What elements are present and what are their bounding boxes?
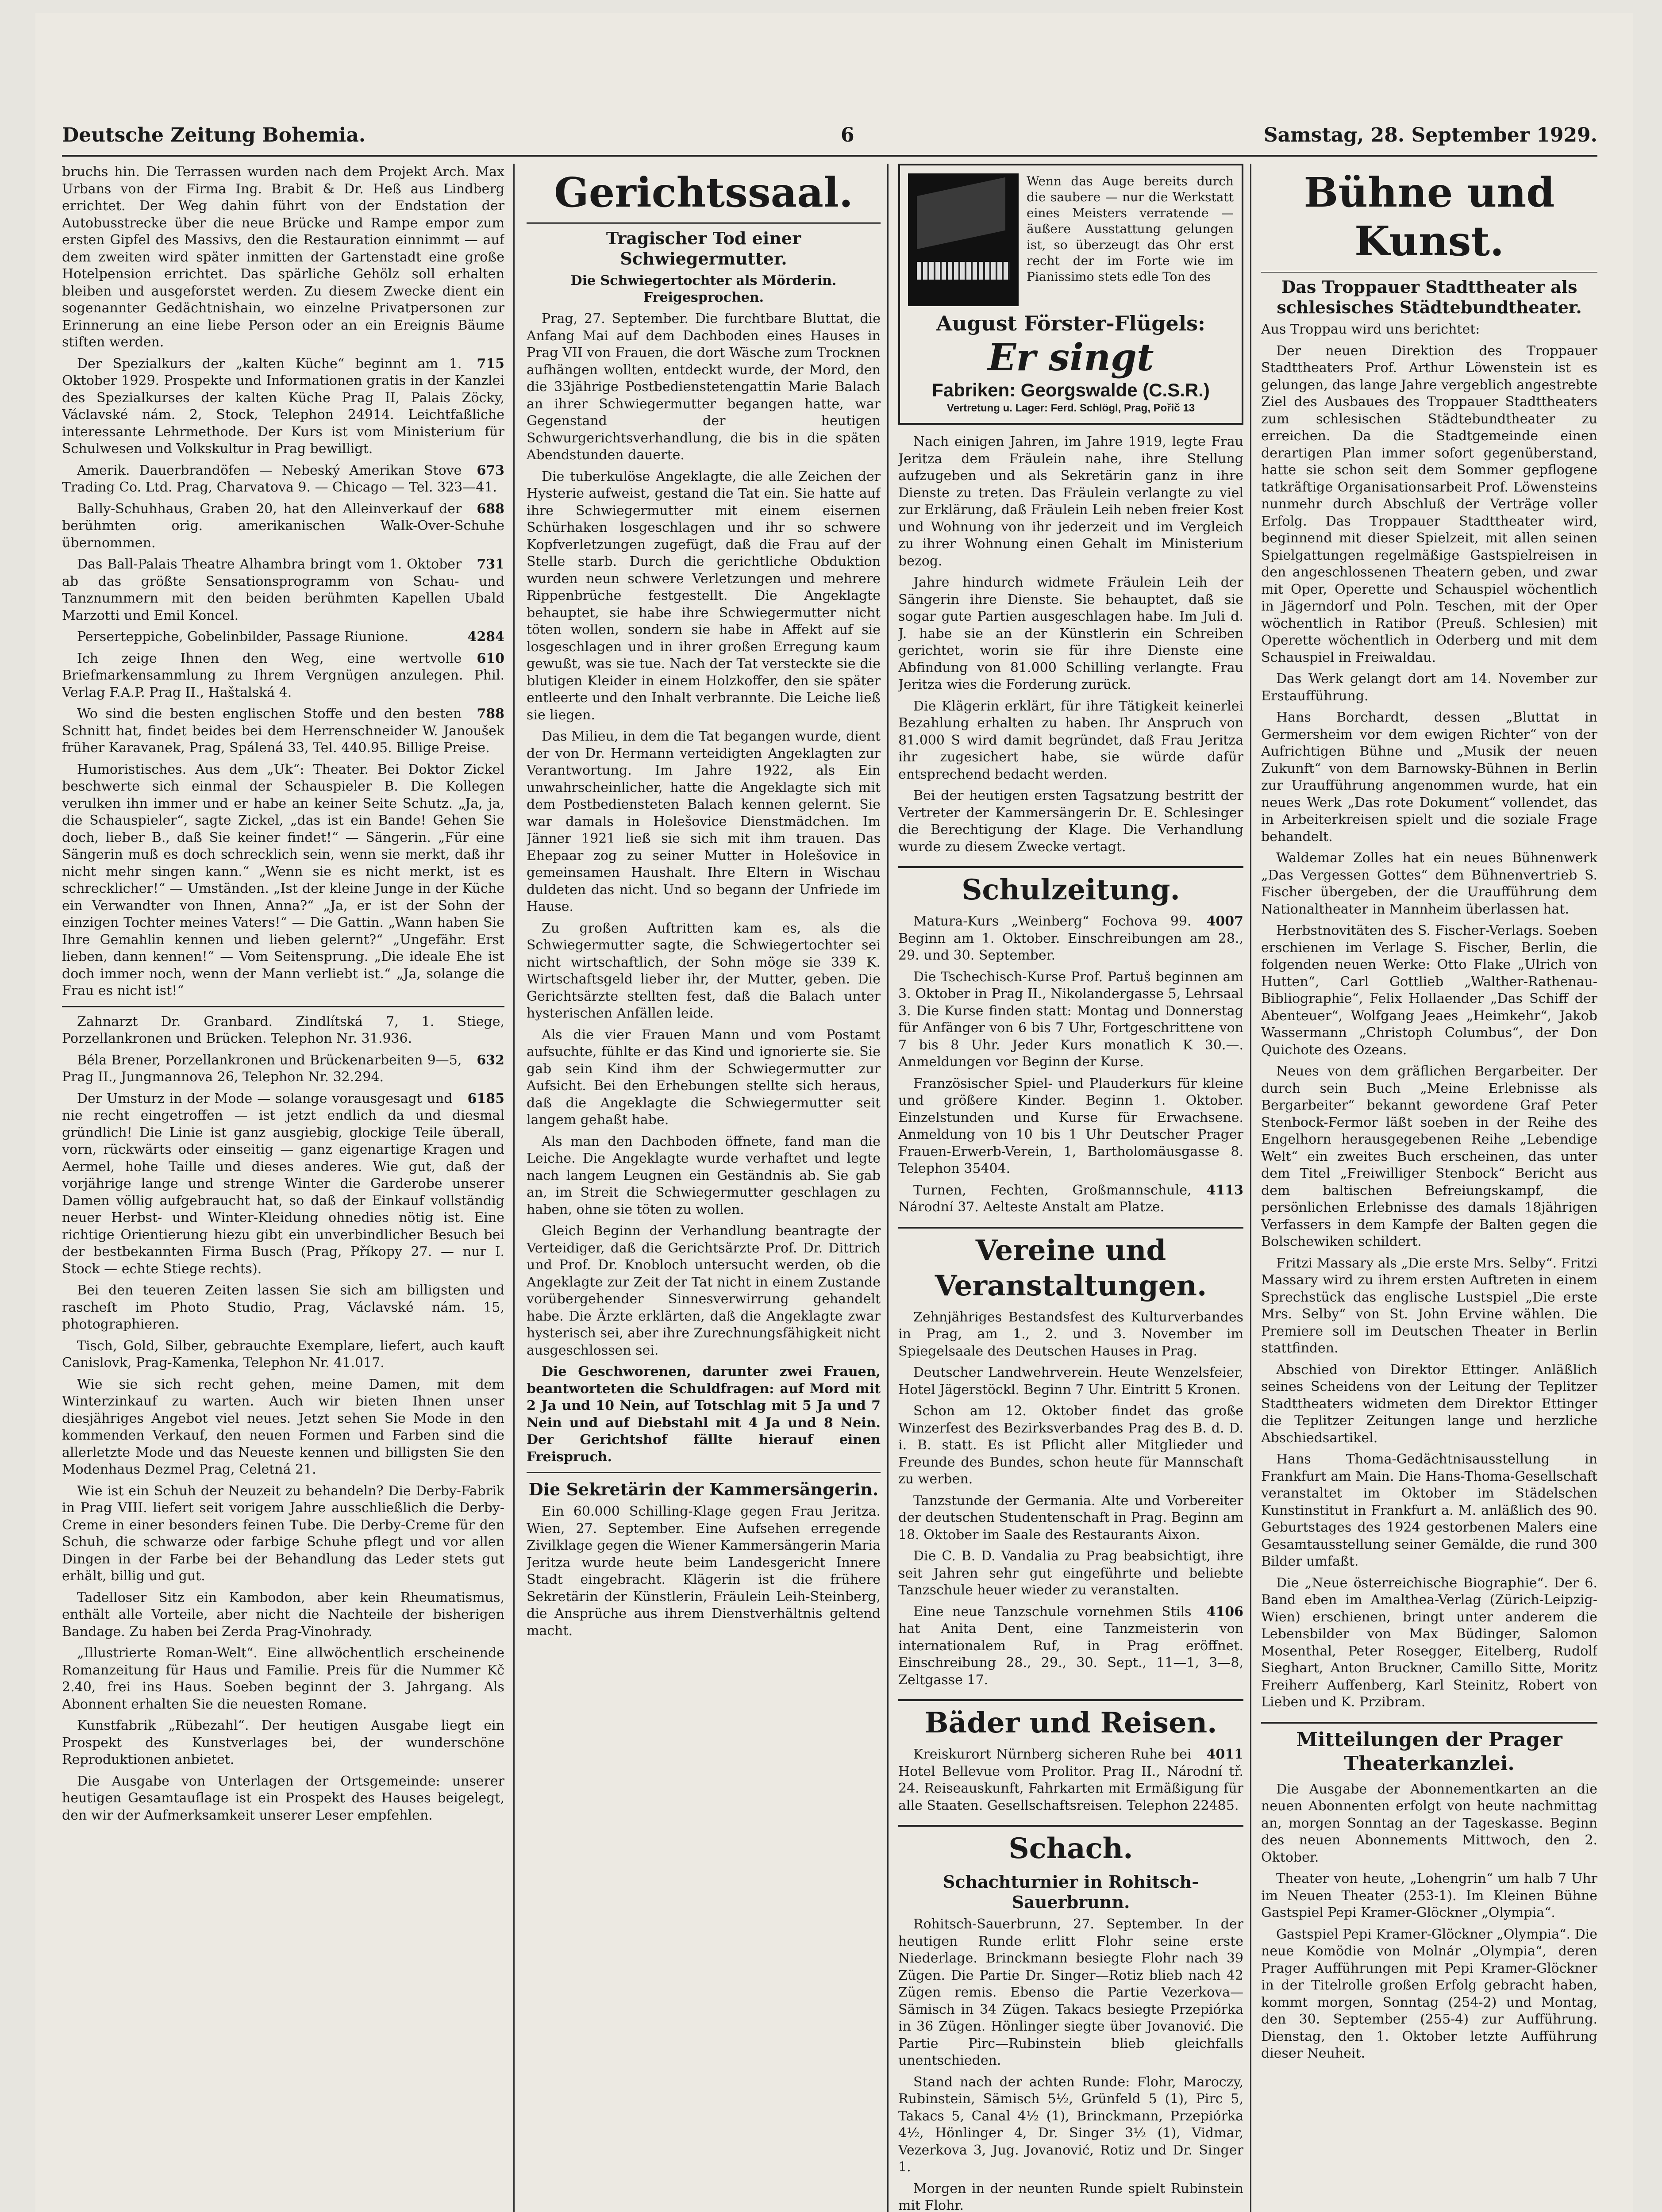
ad-brand: August Förster-Flügels: bbox=[936, 311, 1206, 335]
column-1-advertisements bbox=[62, 164, 504, 2212]
article-paragraph: Prag, 27. September. Die furchtbare Bluttat, die Anfang Mai auf dem Dachboden eines Hauses in Prag VII von Frauen, die dort Wäsche zum Trocknen aufhängen wollten, entdeckt wurde, der Mord, den die 33jährige Postbedienstetengattin Marie Balach an ihrer Schwiegermutter begangen hatte, war Gegenstand der heutigen Schwurgerichtsverhandlung, die bis in die späten Abendstunden dauerte. bbox=[527, 311, 881, 463]
section-heading-schulzeitung: Schulzeitung. bbox=[898, 866, 1243, 908]
article-paragraph: Hans Borchardt, dessen „Bluttat in Germersheim vor dem ewigen Richter“ von der Aufrichtigen Bühne und „Musik der neuen Zukunft“ von dem Barnowsky-Bühnen in Berlin zur Uraufführung angenommen wurde, hat ein neues Werk „Das rote Dokument“ vollendet, das in Arbeiterkreisen spielt und die soziale Frage behandelt. bbox=[1261, 710, 1597, 845]
article-paragraph: Theater von heute, „Lohengrin“ um halb 7 Uhr im Neuen Theater (253-1). Im Kleinen Bühne Gastspiel Pepi Kramer-Glöckner „Olympia“. bbox=[1261, 1871, 1597, 1920]
notice: Die Ausgabe von Unterlagen der Ortsgemeinde: unserer heutigen Gesamtauflage ist ein Prospekt des Hauses beigelegt, den wir der Aufmerksamkeit unserer Leser empfehlen. bbox=[62, 1773, 504, 1823]
article-paragraph: Bei der heutigen ersten Tagsatzung bestritt der Vertreter der Kammersängerin Dr. E. Schlesinger die Berechtigung der Klage. Die Verhandlung wurde zu diesem Zwecke vertagt. bbox=[898, 788, 1243, 855]
ad-text: Wenn das Auge bereits durch die saubere — nur die Werkstatt eines Meisters verratende — äußere Ausstattung gelungen ist, so überzeugt das Ohr erst recht der im Forte wie im Pianissimo stets edle Ton des bbox=[1027, 174, 1234, 284]
article-paragraph: Hans Thoma-Gedächtnisausstellung in Frankfurt am Main. Die Hans-Thoma-Gesellschaft veranstaltet im Oktober im Städelschen Kunstinstitut in Frankfurt a. M. anläßlich des 90. Geburtstages des 1924 gestorbenen Malers eine Gesamtausstellung seiner Gemälde, die rund 300 Bilder umfaßt. bbox=[1261, 1452, 1597, 1569]
article-paragraph: Gastspiel Pepi Kramer-Glöckner „Olympia“. Die neue Komödie von Molnár „Olympia“, deren Prager Aufführungen mit Pepi Kramer-Glöckner in der Titelrolle großen Erfolg gebracht haben, kommt morgen, Sonntag (254-2) und Montag, den 30. September (255-4) zur Aufführung. Dienstag, den 1. Oktober letzte Aufführung dieser Neuheit. bbox=[1261, 1926, 1597, 2061]
page-number: 6 bbox=[841, 124, 854, 146]
notice: 6185 Der Umsturz in der Mode — solange vorausgesagt und nie recht eingetroffen — ist jetzt endlich da und diesmal gründlich! Die Linie ist ganz ausgiebig, glockige Teile überall, vorn, rückwärts oder einseitig — ganz eigenartige Kragen und Aermel, hohe Taille und dieses anderes. Wie gut, daß der vorjährige lange und strenge Winter die Garderobe unserer Damen völlig aufgebraucht hat, so daß der Einkauf vollständig neuer Herbst- und Winter-Kleidung ohnedies nötig ist. Eine richtige Orientierung hiezu gibt ein unverbindlicher Besuch bei der bestbekannten Firma Busch (Prag, Příkopy 27. — nur I. Stock — echte Stiege rechts). bbox=[62, 1091, 504, 1277]
article-headline: Das Troppauer Stadttheater als schlesisches Städtebundtheater. bbox=[1277, 277, 1582, 317]
article-paragraph: Fritzi Massary als „Die erste Mrs. Selby“. Fritzi Massary wird zu ihrem ersten Auftreten in einem Sprechstück das englische Lustspiel „Die erste Mrs. Selby“ von St. John Ervine wählen. Die Premiere soll im Deutschen Theater in Berlin stattfinden. bbox=[1261, 1255, 1597, 1356]
notice: Französischer Spiel- und Plauderkurs für kleine und größere Kinder. Beginn 1. Oktober. Einzelstunden und Kurse für Erwachsene. Anmeldung von 10 bis 1 Uhr Deutscher Prager Frauen-Erwerb-Verein, 1, Bartholomäusgasse 8. Telephon 35404. bbox=[898, 1075, 1243, 1176]
article-subheadline: Die Schwiegertochter als Mörderin. Freigesprochen. bbox=[570, 273, 837, 305]
article-paragraph: Waldemar Zolles hat ein neues Bühnenwerk „Das Vergessen Gottes“ dem Bühnenvertrieb S. Fischer übergeben, der die Uraufführung dem Nationaltheater in Mannheim überlassen hat. bbox=[1261, 850, 1597, 917]
notice: Wie sie sich recht gehen, meine Damen, mit dem Winterzinkauf zu warten. Auch wir bieten Ihnen unser diesjähriges Angebot viel neues. Jetzt sehen Sie Mode in den kommenden Verkauf, den neuen Formen und Farben sind die allerletzte Mode und das Neueste kennen und billigsten Sie den Modenhaus Dezmel Prag, Celetná 21. bbox=[62, 1376, 504, 1477]
piano-image bbox=[908, 173, 1019, 306]
article-paragraph: Der neuen Direktion des Troppauer Stadttheaters Prof. Arthur Löwenstein ist es gelungen, das lange Jahre vergeblich angestrebte Ziel des Ausbaues des Troppauer Stadttheaters zum schlesischen Städtebundtheater zu erreichen. Da die Stadtgemeinde einen derartigen Plan immer sofort gegenüberstand, hatte sie schon seit dem Sommer gepflogene tatkräftige Organisationsarbeit Prof. Löwensteins nunmehr durch Abschluß der Verträge voller Erfolg. Das Troppauer Stadttheater wird, beginnend mit dieser Spielzeit, mit allen seinen Spielgattungen regelmäßige Gastspielreisen in den angeschlossenen Theatern geben, und zwar mit Oper, Operette und Schauspiel wöchentlich in Jägerndorf und Poln. Teschen, mit der Oper wöchentlich in Ratibor (Preuß. Schlesien) mit Operette wöchentlich in Oderberg und mit dem Schauspiel in Freiwaldau. bbox=[1261, 343, 1597, 665]
article-headline: Schachturnier in Rohitsch-Sauerbrunn. bbox=[943, 1872, 1199, 1912]
notice: „Illustrierte Roman-Welt“. Eine allwöchentlich erscheinende Romanzeitung für Haus und Familie. Preis für die Nummer Kč 2.40, frei ins Haus. Soeben beginnt der 3. Jahrgang. Als Abonnent erhalten Sie die neuesten Romane. bbox=[62, 1645, 504, 1712]
article-paragraph: Morgen in der neunten Runde spielt Rubinstein mit Flohr. bbox=[898, 2181, 1243, 2212]
notice: 731 Das Ball-Palais Theatre Alhambra bringt vom 1. Oktober ab das größte Sensationsprogramm von Schau- und Tanznummern mit den beiden berühmten Kapellen Ubald Marzotti und Emil Koncel. bbox=[62, 557, 504, 623]
column-2-court bbox=[527, 164, 881, 2212]
notice: Die C. B. D. Vandalia zu Prag beabsichtigt, ihre seit Jahren sehr gut eingeführte und beliebte Tanzschule heuer wieder zu veranstalten. bbox=[898, 1548, 1243, 1598]
notice: 4106 Eine neue Tanzschule vornehmen Stils hat Anita Dent, eine Tanzmeisterin von internationalem Ruf, in Prag eröffnet. Einschreibung 28., 29., 30. Sept., 11—1, 3—8, Zeltgasse 17. bbox=[898, 1604, 1243, 1688]
section-heading-schach: Schach. bbox=[898, 1825, 1243, 1866]
notice: 673 Amerik. Dauerbrandöfen — Nebeský Amerikan Stove Trading Co. Ltd. Prag, Charvatova 9. — Chicago — Tel. 323—41. bbox=[62, 462, 504, 495]
section-heading-mitteilungen: Mitteilungen der Prager Theaterkanzlei. bbox=[1261, 1722, 1597, 1776]
article-paragraph: Stand nach der achten Runde: Flohr, Maroczy, Rubinstein, Sämisch 5½, Grünfeld 5 (1), Pirc 5, Takacs 5, Canal 4½ (1), Brinckmann, Przepiórka 4½, Hönlinger 4, Dr. Singer 3½ (1), Vidmar, Vezerkova 3, Jug. Jovanović, Rotiz und Dr. Singer 1. bbox=[898, 2074, 1243, 2175]
column-4-arts bbox=[1261, 164, 1597, 2212]
column-3 bbox=[898, 164, 1243, 2212]
notice: 4284 Perserteppiche, Gobelinbilder, Passage Riunione. bbox=[77, 629, 504, 645]
article-paragraph: Als man den Dachboden öffnete, fand man die Leiche. Die Angeklagte wurde verhaftet und legte nach langem Leugnen ein Geständnis ab. Sie gab an, im Streit die Schwiegermutter geschlagen zu haben, ohne sie töten zu wollen. bbox=[527, 1133, 881, 1217]
notice: 610 Ich zeige Ihnen den Weg, eine wertvolle Briefmarkensammlung zu Ihrem Vergnügen anzulegen. Phil. Verlag F.A.P. Prag II., Haštalská 4. bbox=[62, 650, 504, 700]
notice: 4011 Kreiskurort Nürnberg sicheren Ruhe bei Hotel Bellevue vom Prolitor. Prag II., Národní tř. 24. Reiseauskunft, Fahrkarten mit Ermäßigung für alle Staaten. Gesellschaftsreisen. Telephon 22485. bbox=[898, 1747, 1243, 1813]
humor-section: Humoristisches. Aus dem „Uk“: Theater. Bei Doktor Zickel beschwerte sich einmal der Schauspieler B. Die Kollegen verulken ihn immer und er habe an keiner Seite Schutz. „Ja, ja, die Schauspieler“, sagte Zickel, „das ist ein Bande! Gehen Sie doch, lieber B., daß Sie keiner findet!“ — Sängerin. „Für eine Sängerin muß es doch schrecklich sein, wenn sie merkt, daß ihr nicht mehr singen kann.“ „Wenn sie es nicht merkt, ist es schrecklicher!“ — Umständen. „Ist der kleine Junge in der Küche ein Verwandter von Ihnen, Anna?“ „Ja, er ist der Sohn der einzigen Tochter meines Vaters!“ — Die Gattin. „Wann haben Sie Ihre Gemahlin kennen und lieben gelernt?“ „Ungefähr. Erst lieben, dann kennen!“ — Vom Seitensprung. „Die ideale Ehe ist doch immer noch, wenn der Mann verliebt ist.“ „Ja, solange die Frau es nicht ist!“ bbox=[62, 761, 504, 998]
section-heading-buehne: Bühne und Kunst. bbox=[1261, 168, 1597, 273]
article-paragraph: Nach einigen Jahren, im Jahre 1919, legte Frau Jeritza dem Fräulein nahe, ihre Stellung aufzugeben und als Sekretärin ganz in ihre Dienste zu treten. Das Fräulein verlangte zu viel zur Erklärung, daß Fräulein Leih neben freier Kost und Wohnung von ihr jederzeit und im Vergleich zu ihrer Wohnung einen Gehalt im Ministerium bezog. bbox=[898, 434, 1243, 569]
notice: 632 Béla Brener, Porzellankronen und Brückenarbeiten 9—5, Prag II., Jungmannova 26, Telephon Nr. 32.294. bbox=[62, 1052, 504, 1085]
masthead bbox=[62, 115, 1597, 157]
article-paragraph: Die Ausgabe der Abonnementkarten an die neuen Abonnenten erfolgt von heute nachmittag an, morgen Sonntag an der Tageskasse. Beginn des neuen Abonnements Mittwoch, den 2. Oktober. bbox=[1261, 1781, 1597, 1865]
notice: Wie ist ein Schuh der Neuzeit zu behandeln? Die Derby-Fabrik in Prag VIII. liefert seit vorigem Jahre ausschließlich die Derby-Creme in einer besonders feinen Tube. Die Derby-Creme für den Schuh, die schwarze oder farbige Schuhe pflegt und vor allen Dingen in der Farbe bei der Behandlung das Leder stets gut erhält, billig und gut. bbox=[62, 1483, 504, 1584]
article-paragraph: Zu großen Auftritten kam es, als die Schwiegermutter sagte, die Schwiegertochter sei nicht wirtschaftlich, der Sohn möge sie 339 K. Wirtschaftsgeld lieber ihr, der Mutter, geben. Die Gerichtsärzte stellten fest, daß die Balach unter hysterischen Anfällen leide. bbox=[527, 920, 881, 1021]
ad-slogan: Er singt bbox=[988, 335, 1154, 379]
notice: Bei den teueren Zeiten lassen Sie sich am billigsten und rascheſt im Photo Studio, Prag, Václavské nám. 15, photographieren. bbox=[62, 1283, 504, 1332]
article-paragraph: Ein 60.000 Schilling-Klage gegen Frau Jeritza. Wien, 27. September. Eine Aufsehen erregende Zivilklage gegen die Wiener Kammersängerin Maria Jeritza wurde heute beim Landesgericht Innere Stadt eingebracht. Klägerin ist die frühere Sekretärin der Künstlerin, Fräulein Leih-Steinberg, die Ansprüche aus ihrem Dienstverhältnis geltend macht. bbox=[527, 1504, 881, 1639]
article-paragraph: Gleich Beginn der Verhandlung beantragte der Verteidiger, daß die Gerichtsärzte Prof. Dr. Dittrich und Prof. Dr. Knobloch untersucht werden, ob die Angeklagte zur Zeit der Tat nicht in einem Zustande vorübergehender Sinnesverwirrung gehandelt habe. Die Ärzte erklärten, daß die Angeklagte zwar hysterisch sei, aber ihre Zurechnungsfähigkeit nicht ausgeschlossen sei. bbox=[527, 1223, 881, 1358]
notice: Tadelloser Sitz ein Kambodon, aber kein Rheumatismus, enthält alle Vorteile, aber nicht die Nachteile der bisherigen Bandage. Zu haben bei Zerda Prag-Vinohrady. bbox=[62, 1590, 504, 1640]
newspaper-page bbox=[35, 13, 1633, 2212]
article-paragraph: Die „Neue österreichische Biographie“. Der 6. Band eben im Amalthea-Verlag (Zürich-Leipzig-Wien) erschienen, bringt unter anderem die Lebensbilder von Max Büdinger, Salomon Mosenthal, Peter Rosegger, Eitelberg, Rudolf Sieghart, Anton Bruckner, Camillo Sitte, Moritz Freiherr Auffenberg, Karl Steinitz, Robert von Lieben und K. Przibram. bbox=[1261, 1575, 1597, 1710]
newspaper-title: Deutsche Zeitung Bohemia. bbox=[62, 124, 366, 146]
section-heading-gerichtssaal: Gerichtssaal. bbox=[527, 168, 881, 224]
article-paragraph: Jahre hindurch widmete Fräulein Leih der Sängerin ihre Dienste. Sie behauptet, daß sie sogar gute Partien ausgeschlagen habe. Im Juli d. J. habe sie an der Künstlerin ein Schreiben gerichtet, worin sie für ihre Dienste eine Abfindung von 81.000 Schilling verlangte. Frau Jeritza wies die Forderung zurück. bbox=[898, 575, 1243, 692]
article-headline: Die Sekretärin der Kammersängerin. bbox=[528, 1479, 879, 1499]
notice: Deutscher Landwehrverein. Heute Wenzelsfeier, Hotel Jägerstöckl. Beginn 7 Uhr. Eintritt 5 Kronen. bbox=[898, 1365, 1243, 1398]
verdict-paragraph: Die Geschworenen, darunter zwei Frauen, beantworteten die Schuldfragen: auf Mord mit 2 Ja und 10 Nein, auf Totschlag mit 5 Ja und 7 Nein und auf Diebstahl mit 4 Ja und 8 Nein. Der Gerichtshof fällte hierauf einen Freispruch. bbox=[527, 1364, 881, 1465]
article-paragraph: Die tuberkulöse Angeklagte, die alle Zeichen der Hysterie aufweist, gestand die Tat ein. Sie hatte auf ihre Schwiegermutter mit einem eisernen Schürhaken losgeschlagen und ihr so schwere Kopfverletzungen zugefügt, daß die Frau auf der Stelle starb. Durch die gerichtliche Obduktion wurden neun schwere Verletzungen und mehrere Rippenbrüche festgestellt. Die Angeklagte behauptet, sie habe ihre Schwiegermutter nicht töten wollen, sondern sie habe in Affekt auf sie losgeschlagen und in ihrer großen Erregung kaum gewußt, was sie tue. Nach der Tat versteckte sie die blutigen Kleider in einem Holzkoffer, den sie später entleerte und den Inhalt verbrannte. Die Leiche ließ sie liegen. bbox=[527, 469, 881, 723]
notice: 788 Wo sind die besten englischen Stoffe und den besten Schnitt hat, findet beides bei dem Herrenschneider W. Janoušek früher Karavanek, Prag, Spálená 33, Tel. 440.95. Billige Preise. bbox=[62, 706, 504, 756]
column-rule bbox=[513, 164, 515, 2212]
article-paragraph: Neues von dem gräflichen Bergarbeiter. Der durch sein Buch „Meine Erlebnisse als Bergarbeiter“ bekannt gewordene Graf Peter Stenbock-Fermor läßt soeben in der Reihe des Engelhorn herausgegebenen Reihe „Lebendige Welt“ ein zweites Buch erscheinen, das unter dem Titel „Freiwilliger Stenbock“ Bericht aus dem baltischen Befreiungskampf, die persönlichen Erlebnisse des damals 18jährigen Verfassers in dem Kampfe der Balten gegen die Bolschewiken schildert. bbox=[1261, 1064, 1597, 1249]
article-paragraph: Als die vier Frauen Mann und vom Postamt aufsuchte, fühlte er das Kind und ignorierte sie. Sie gab sein Kind ihm der Schwiegermutter zur Aufsicht. Bei den Erhebungen stellte sich heraus, daß die Angeklagte die Schwiegermutter seit langem gehaßt habe. bbox=[527, 1027, 881, 1128]
article-paragraph: bruchs hin. Die Terrassen wurden nach dem Projekt Arch. Max Urbans von der Firma Ing. Brabit & Dr. Heß aus Lindberg errichtet. Der Weg dahin führt von der Endstation der Autobusstrecke über die neue Brücke und Rampe empor zum ersten Gipfel des Massivs, den die Restauration einnimmt — auf dem zweiten wird später inmitten der Gartenstadt eine große Hotelpension errichtet. Das spärliche Gehölz soll erhalten bleiben und ausgeforstet werden. Zu diesem Zwecke dient ein sogenannter Gedächtnishain, wo einzelne Privatpersonen zur Erinnerung an eine liebe Person oder an ein Ereignis Bäume stiften werden. bbox=[62, 164, 504, 350]
article-paragraph: Herbstnovitäten des S. Fischer-Verlags. Soeben erschienen im Verlage S. Fischer, Berlin, die folgenden neuen Werke: Otto Flake „Ulrich von Hutten“, Carl Gottlieb „Walther-Rathenau-Bibliographie“, Felix Hollaender „Das Schiff der Abenteuer“, Wolfgang Jeaes „Heimkehr“, Jakob Wassermann „Christoph Columbus“, der Don Quichote des Ozeans. bbox=[1261, 923, 1597, 1058]
article-paragraph: Das Milieu, in dem die Tat begangen wurde, dient der von Dr. Hermann verteidigten Angeklagten zur Verantwortung. Im Jahre 1922, als Ein unwahrscheinlicher, hatte die Angeklagte sich mit dem Postbediensteten Balach kennen gelernt. Sie war damals in Holešovice Dienstmädchen. Im Jänner 1921 ließ sie sich mit ihm trauen. Das Ehepaar zog zu seiner Mutter in Holešovice in gemeinsamen Haushalt. Ihre Eltern in Wischau duldeten das nicht. Und so begann der Unfriede im Hause. bbox=[527, 729, 881, 914]
article-headline: Tragischer Tod einer Schwiegermutter. bbox=[606, 228, 801, 269]
issue-date: Samstag, 28. September 1929. bbox=[1263, 124, 1597, 146]
article-paragraph: Rohitsch-Sauerbrunn, 27. September. In der heutigen Runde erlitt Flohr seine erste Niederlage. Brinckmann besiegte Flohr nach 39 Zügen. Die Partie Dr. Singer—Rotiz blieb nach 42 Zügen remis. Ebenso die Partie Vezerkova—Sämisch in 34 Zügen. Takacs besiegte Przepiórka in 36 Zügen. Hönlinger siegte über Jovanović. Die Partie Pirc—Rubinstein blieb gleichfalls unentschieden. bbox=[898, 1916, 1243, 2068]
notice: Zehnjähriges Bestandsfest des Kulturverbandes in Prag, am 1., 2. und 3. November im Spiegelsaale des Deutschen Hauses in Prag. bbox=[898, 1309, 1243, 1359]
ad-factory: Fabriken: Georgswalde (C.S.R.) bbox=[932, 380, 1210, 400]
notice: Die Tschechisch-Kurse Prof. Partuš beginnen am 3. Oktober in Prag II., Nikolandergasse 5, Lehrsaal 3. Die Kurse finden statt: Montag und Donnerstag für Anfänger von 6 bis 7 Uhr, Fortgeschrittene von 7 bis 8 Uhr. Jeder Kurs monatlich K 30.—. Anmeldungen vor Beginn der Kurse. bbox=[898, 969, 1243, 1070]
article-paragraph: Das Werk gelangt dort am 14. November zur Erstaufführung. bbox=[1261, 671, 1597, 704]
article-paragraph: Aus Troppau wird uns berichtet: bbox=[1261, 322, 1480, 337]
divider bbox=[527, 1472, 881, 1473]
notice: Zahnarzt Dr. Granbard. Zindlítská 7, 1. Stiege, Porzellankronen und Brücken. Telephon Nr. 31.936. bbox=[62, 1014, 504, 1046]
notice: 715 Der Spezialkurs der „kalten Küche“ beginnt am 1. Oktober 1929. Prospekte und Informationen gratis in der Kanzlei des Spezialkurses der kalten Küche Prag II, Palais Zöcky, Václavské nám. 2, Stock, Telephon 24914. Leichtfaßliche interessante Lehrmethode. Der Kurs ist vom Ministerium für Schulwesen und Volkskultur in Prag bewilligt. bbox=[62, 356, 504, 457]
notice: 4113 Turnen, Fechten, Großmannschule, Národní 37. Aelteste Anstalt am Platze. bbox=[898, 1182, 1243, 1215]
article-paragraph: Die Klägerin erklärt, für ihre Tätigkeit keinerlei Bezahlung erhalten zu haben. Ihr Anspruch von 81.000 S wird damit begründet, daß Frau Jeritza ihr zugesichert habe, sie würde dafür entsprechend bedacht werden. bbox=[898, 698, 1243, 782]
column-rule bbox=[887, 164, 889, 2212]
divider bbox=[62, 1006, 504, 1007]
notice: Tisch, Gold, Silber, gebrauchte Exemplare, liefert, auch kauft Canislovk, Prag-Kamenka, Telephon Nr. 41.017. bbox=[62, 1338, 504, 1371]
notice: 688 Bally-Schuhhaus, Graben 20, hat den Alleinverkauf der berühmten orig. amerikanischen Walk-Over-Schuhe übernommen. bbox=[62, 501, 504, 551]
notice: Schon am 12. Oktober findet das große Winzerfest des Bezirksverbandes Prag des B. d. D. i. B. statt. Es ist Pflicht aller Mitglieder und Freunde des Bundes, schon heute für Mannschaft zu werben. bbox=[898, 1403, 1243, 1487]
column-rule bbox=[1250, 164, 1251, 2212]
article-paragraph: Abschied von Direktor Ettinger. Anläßlich seines Scheidens von der Leitung der Teplitzer Stadttheaters widmeten dem Direktor Ettinger die Teplitzer Zeitungen lange und herzliche Abschiedsartikel. bbox=[1261, 1362, 1597, 1446]
piano-advertisement bbox=[898, 164, 1243, 425]
notice: Tanzstunde der Germania. Alte und Vorbereiter der deutschen Studentenschaft in Prag. Beginn am 18. Oktober im Saale des Restaurants Aixon. bbox=[898, 1493, 1243, 1543]
notice: Kunstfabrik „Rübezahl“. Der heutigen Ausgabe liegt ein Prospekt des Kunstverlages bei, der wunderschöne Reproduktionen anbietet. bbox=[62, 1718, 504, 1767]
section-heading-baeder: Bäder und Reisen. bbox=[898, 1699, 1243, 1741]
ad-agency: Vertretung u. Lager: Ferd. Schlögl, Prag, Pořič 13 bbox=[946, 402, 1195, 414]
notice: 4007 Matura-Kurs „Weinberg“ Fochova 99. Beginn am 1. Oktober. Einschreibungen am 28., 29. und 30. September. bbox=[898, 914, 1243, 963]
section-heading-vereine: Vereine und Veranstaltungen. bbox=[898, 1227, 1243, 1304]
